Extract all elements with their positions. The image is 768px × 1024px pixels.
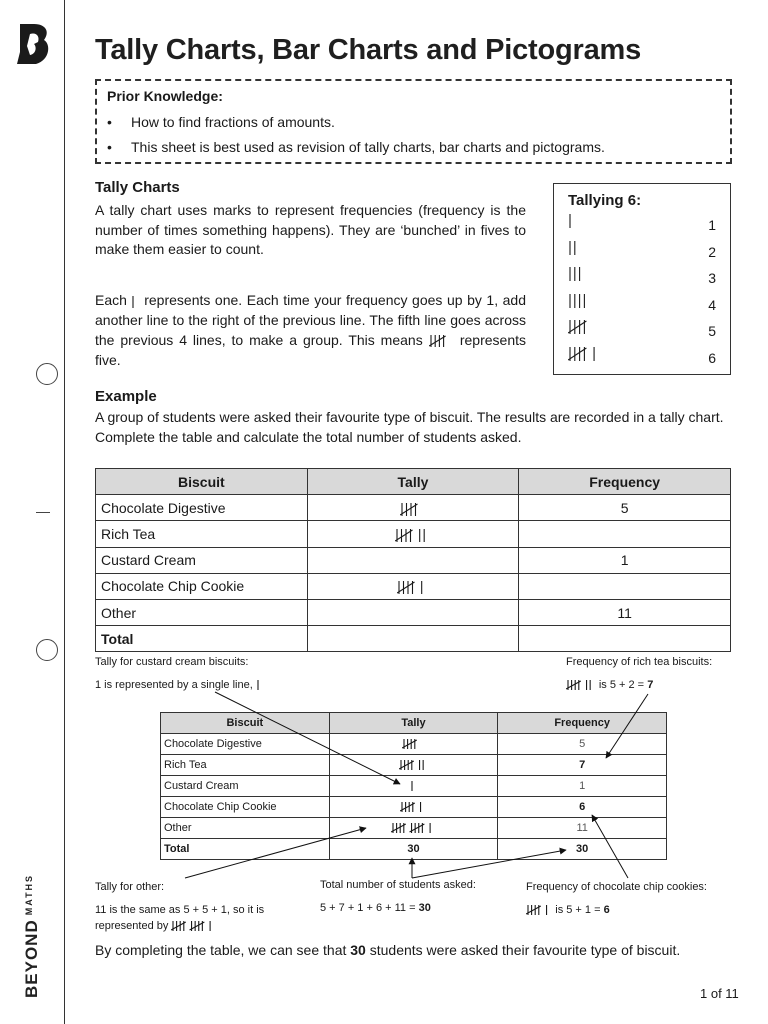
note-result: 30	[418, 902, 431, 914]
example-text: A group of students were asked their favourite type of biscuit. The results are recorded in a tally chart. Complete the table and calculate the total number of students asked.	[95, 409, 724, 445]
tally-count: 2	[708, 243, 716, 260]
tally-marks-icon	[399, 759, 429, 771]
table-row	[96, 573, 731, 599]
punch-hole-top	[36, 363, 58, 385]
tally-example-row	[568, 344, 716, 371]
table-row	[96, 599, 731, 625]
conclusion-text	[95, 942, 680, 958]
table-row	[96, 521, 731, 547]
punch-hole-bottom	[36, 639, 58, 661]
note-text: 1 is represented by a single line,	[95, 679, 253, 691]
other-note-line2	[95, 918, 216, 934]
tally-five-icon	[429, 331, 454, 351]
tally-cell	[329, 776, 498, 797]
tally-example-row	[568, 264, 716, 291]
biscuit-cell: Chocolate Digestive	[161, 734, 330, 755]
tally-count: 1	[708, 217, 716, 233]
note-result: 6	[603, 904, 610, 916]
frequency-cell: 1	[519, 547, 731, 573]
tally-seven-icon	[566, 677, 596, 693]
tallying-heading: Tallying 6:	[568, 192, 642, 209]
cookie-note-title: Frequency of chocolate chip cookies:	[526, 881, 707, 893]
tally-count: 3	[708, 270, 716, 286]
para-text: Each	[95, 292, 127, 308]
tally-mark-icon	[256, 677, 264, 693]
tally-cell	[307, 573, 519, 599]
header-biscuit: Biscuit	[96, 469, 308, 495]
table-row	[161, 755, 667, 776]
tally-example-row	[568, 238, 716, 265]
tally-intro-paragraph: A tally chart uses marks to represent frequencies (frequency is the number of times something happens). They are ‘bunched’ in fives to make them easier to count.	[95, 202, 526, 257]
header-frequency: Frequency	[519, 469, 731, 495]
note-text: is 5 + 2 =	[598, 679, 645, 691]
custard-note	[95, 677, 263, 693]
note-result: 7	[647, 679, 654, 691]
note-text: represented by	[95, 920, 169, 932]
header-tally: Tally	[307, 469, 519, 495]
prior-heading: Prior Knowledge:	[107, 88, 223, 104]
frequency-cell	[519, 626, 731, 652]
biscuit-cell: Rich Tea	[96, 521, 308, 547]
tally-example-row	[568, 211, 716, 238]
tally-cell	[329, 734, 498, 755]
tallying-six-box	[553, 183, 731, 375]
prior-item	[107, 114, 720, 130]
para-text: represents five.	[95, 331, 527, 368]
note-text: 5 + 7 + 1 + 6 + 11 =	[320, 902, 416, 914]
note-text: is 5 + 1 =	[555, 904, 601, 916]
richtea-note-title: Frequency of rich tea biscuits:	[566, 656, 713, 668]
frequency-cell: 6	[498, 797, 667, 818]
bullet: •	[107, 139, 112, 155]
table-row	[96, 547, 731, 573]
tally-example-row	[568, 291, 716, 318]
table-row	[96, 626, 731, 652]
cookie-note	[526, 902, 610, 918]
tally-count: 5	[708, 323, 716, 339]
table-row	[161, 797, 667, 818]
frequency-cell	[519, 521, 731, 547]
page-title: Tally Charts, Bar Charts and Pictograms	[95, 34, 642, 66]
tally-marks-icon	[400, 500, 427, 517]
tally-marks-icon	[391, 822, 436, 834]
tally-cell	[329, 818, 498, 839]
tally-marks-icon	[402, 738, 425, 750]
tally-marks-icon	[397, 578, 428, 595]
total-note	[320, 900, 431, 916]
table-row	[96, 495, 731, 521]
other-note-line1: 11 is the same as 5 + 5 + 1, so it is	[95, 904, 265, 916]
biscuit-cell: Rich Tea	[161, 755, 330, 776]
bullet: •	[107, 114, 112, 130]
table-row	[161, 734, 667, 755]
biscuit-cell: Other	[161, 818, 330, 839]
frequency-cell: 7	[498, 755, 667, 776]
header-biscuit: Biscuit	[161, 713, 330, 734]
para-text: represents one. Each time your frequency goes up by 1, add another line to the right of the previous line. The fifth line goes across the previous 4 lines, to make a group. This means	[95, 292, 527, 348]
tally-cell	[329, 797, 498, 818]
biscuit-cell: Chocolate Digestive	[96, 495, 308, 521]
table-row	[161, 818, 667, 839]
margin-line	[64, 0, 65, 1024]
frequency-cell: 1	[498, 776, 667, 797]
tally-marks-icon	[400, 801, 426, 813]
frequency-cell: 11	[519, 599, 731, 625]
fold-mark	[36, 512, 50, 513]
brand-sub: MATHS	[24, 873, 34, 916]
header-tally: Tally	[329, 713, 498, 734]
header-frequency: Frequency	[498, 713, 667, 734]
tally-marks-icon	[395, 526, 431, 543]
biscuit-cell: Total	[161, 839, 330, 860]
brand-vertical	[22, 874, 42, 998]
biscuit-table-blank	[95, 468, 731, 652]
prior-item-text: How to find fractions of amounts.	[131, 114, 335, 130]
frequency-cell: 5	[519, 495, 731, 521]
tally-cell	[307, 547, 519, 573]
frequency-cell: 30	[498, 839, 667, 860]
richtea-note	[566, 677, 653, 693]
total-note-title: Total number of students asked:	[320, 879, 476, 891]
tally-cell	[307, 626, 519, 652]
conclusion-number: 30	[350, 942, 366, 958]
biscuit-table-completed	[160, 712, 667, 860]
conclusion-after: students were asked their favourite type of biscuit.	[369, 942, 681, 958]
biscuit-cell: Total	[96, 626, 308, 652]
tally-cell	[307, 599, 519, 625]
biscuit-cell: Custard Cream	[161, 776, 330, 797]
tally-cell	[307, 495, 519, 521]
prior-item	[107, 139, 720, 155]
frequency-cell: 11	[498, 818, 667, 839]
tally-eleven-icon	[171, 918, 216, 934]
tally-example-row	[568, 317, 716, 344]
custard-note-title: Tally for custard cream biscuits:	[95, 656, 249, 668]
frequency-cell	[519, 573, 731, 599]
other-note-title: Tally for other:	[95, 881, 165, 893]
tally-explain-paragraph	[95, 291, 526, 370]
tally-six-icon	[526, 902, 552, 918]
biscuit-cell: Chocolate Chip Cookie	[161, 797, 330, 818]
prior-item-text: This sheet is best used as revision of tally charts, bar charts and pictograms.	[131, 139, 605, 155]
tally-cell	[329, 755, 498, 776]
biscuit-cell: Other	[96, 599, 308, 625]
tally-cell: 30	[329, 839, 498, 860]
table-row	[161, 839, 667, 860]
tally-charts-heading: Tally Charts	[95, 179, 180, 196]
tally-count: 6	[708, 349, 716, 366]
biscuit-cell: Custard Cream	[96, 547, 308, 573]
table-row	[161, 776, 667, 797]
example-heading: Example	[95, 388, 157, 405]
conclusion-before: By completing the table, we can see that	[95, 942, 347, 958]
frequency-cell: 5	[498, 734, 667, 755]
prior-knowledge-box	[95, 79, 732, 164]
tally-cell	[307, 521, 519, 547]
brand-main: BEYOND	[22, 919, 41, 998]
tally-count: 4	[708, 296, 716, 313]
biscuit-cell: Chocolate Chip Cookie	[96, 573, 308, 599]
tally-marks-icon	[410, 780, 418, 792]
tally-mark-icon	[131, 292, 139, 312]
beyond-logo-icon	[14, 22, 52, 66]
page-number: 1 of 11	[700, 986, 739, 1001]
